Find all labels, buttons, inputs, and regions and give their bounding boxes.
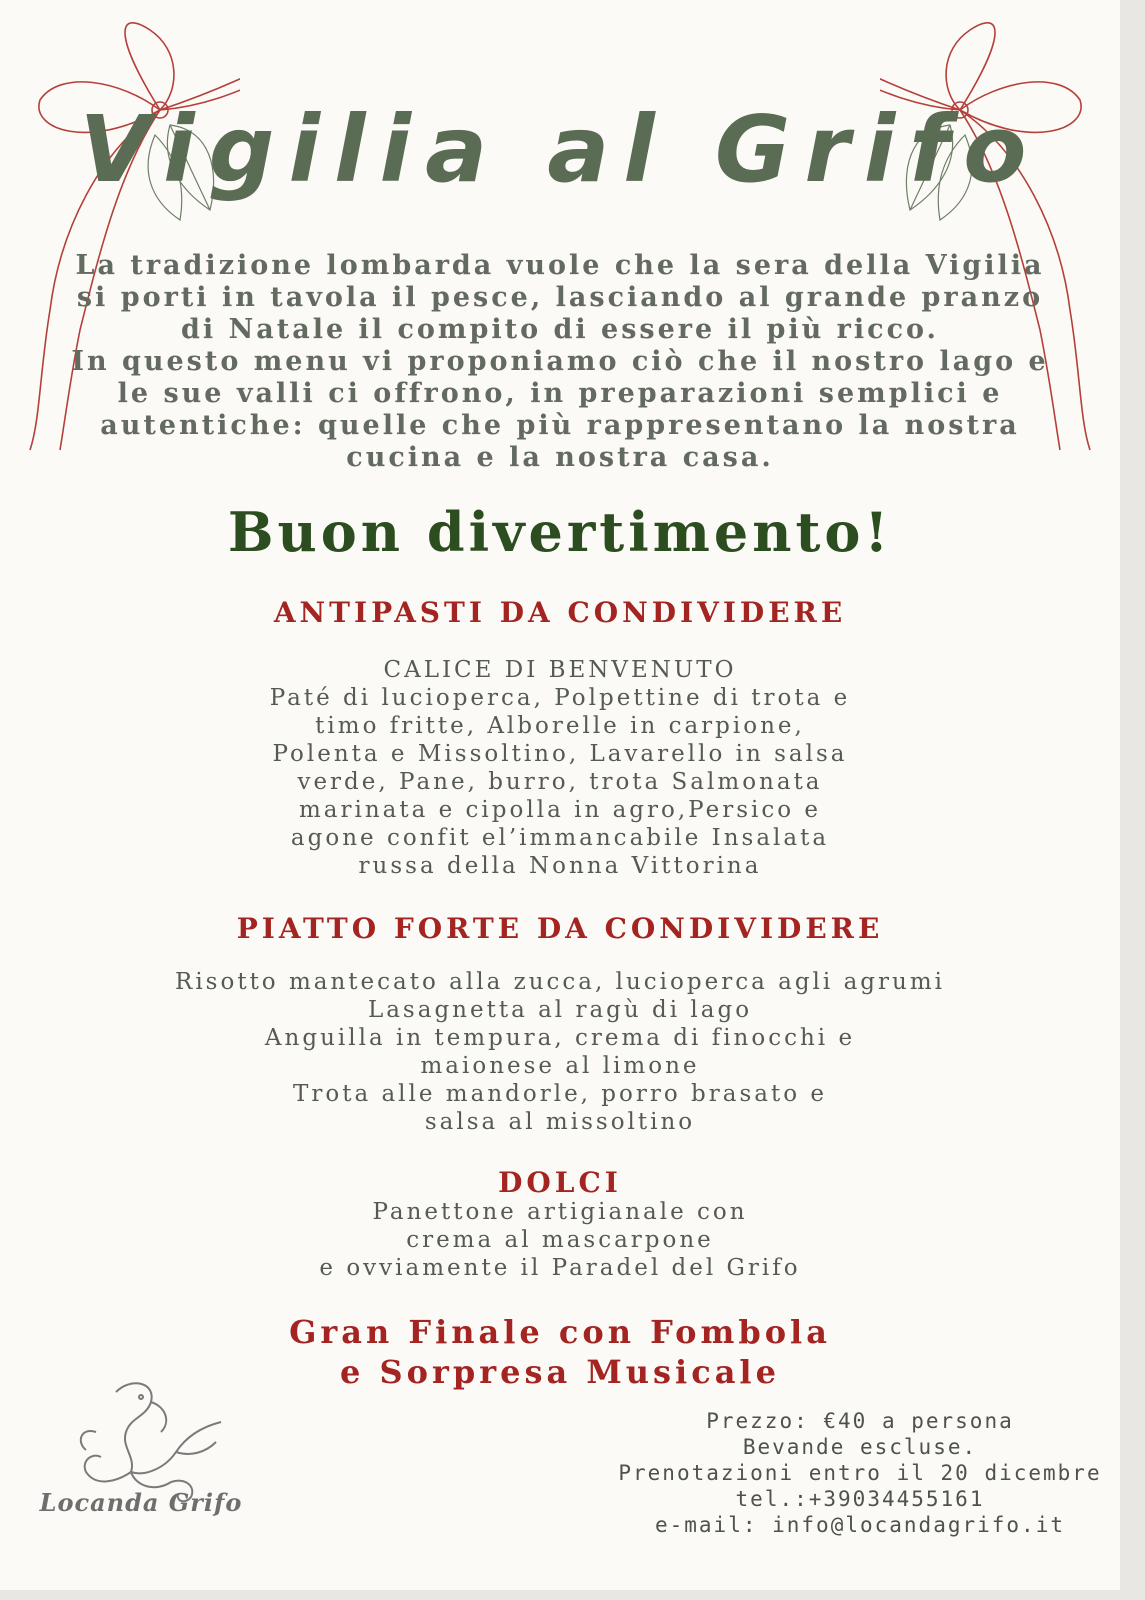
- piatto-forte-list: [0, 968, 1120, 1136]
- list-item: Lasagnetta al ragù di lago: [367, 997, 753, 1023]
- list-item: Polenta e Missoltino, Lavarello in salsa: [272, 741, 848, 767]
- finale-line-2: e Sorpresa Musicale: [340, 1353, 780, 1391]
- dolci-heading: DOLCI: [498, 1166, 622, 1199]
- email-text: e-mail: info@locandagrifo.it: [654, 1513, 1065, 1537]
- page-title: Vigilia al Grifo: [79, 96, 1041, 203]
- list-item: timo fritte, Alborelle in carpione,: [315, 713, 805, 739]
- list-item: Paté di lucioperca, Polpettine di trota e: [269, 685, 851, 711]
- intro-paragraph-1: La tradizione lombarda vuole che la sera della Vigilia si porti in tavola il pesce, lasciando al grande pranzo di Natale il compito di essere il più ricco.: [75, 250, 1045, 345]
- finale-line-1: Gran Finale con Fombola: [289, 1313, 831, 1351]
- dolci-list: [0, 1198, 1120, 1282]
- list-item: Panettone artigianale con: [372, 1199, 748, 1225]
- list-item: verde, Pane, burro, trota Salmonata: [297, 769, 823, 795]
- piatto-forte-heading: PIATTO FORTE DA CONDIVIDERE: [236, 912, 884, 945]
- antipasti-heading: ANTIPASTI DA CONDIVIDERE: [273, 596, 847, 629]
- list-item: salsa al missoltino: [424, 1109, 696, 1135]
- booking-text: Prenotazioni entro il 20 dicembre: [618, 1461, 1102, 1485]
- list-item: Trota alle mandorle, porro brasato e: [293, 1081, 827, 1107]
- list-item: agone confit el’immancabile Insalata: [290, 825, 830, 851]
- list-item: Risotto mantecato alla zucca, lucioperca agli agrumi: [175, 969, 945, 995]
- list-item: marinata e cipolla in agro,Persico e: [298, 797, 822, 823]
- phone-text: tel.:+39034455161: [735, 1487, 985, 1511]
- intro-text: [60, 250, 1060, 474]
- greeting: Buon divertimento!: [227, 500, 893, 564]
- logo-text: Locanda Grifo: [39, 1488, 243, 1517]
- intro-paragraph-2: In questo menu vi proponiamo ciò che il nostro lago e le sue valli ci offrono, in preparazioni semplici e autentiche: quelle che più rappresentano la nostra cucina e la nostra casa.: [71, 346, 1049, 473]
- list-item: Anguilla in tempura, crema di finocchi e: [264, 1025, 856, 1051]
- list-item: russa della Nonna Vittorina: [358, 853, 762, 879]
- price-text: Prezzo: €40 a persona: [706, 1409, 1014, 1433]
- antipasti-subheading: CALICE DI BENVENUTO: [383, 657, 737, 683]
- drinks-text: Bevande escluse.: [742, 1435, 978, 1459]
- booking-info: [600, 1408, 1120, 1538]
- antipasti-list: [0, 684, 1120, 880]
- list-item: maionese al limone: [420, 1053, 700, 1079]
- list-item: e ovviamente il Paradel del Grifo: [319, 1255, 801, 1281]
- list-item: crema al mascarpone: [406, 1227, 714, 1253]
